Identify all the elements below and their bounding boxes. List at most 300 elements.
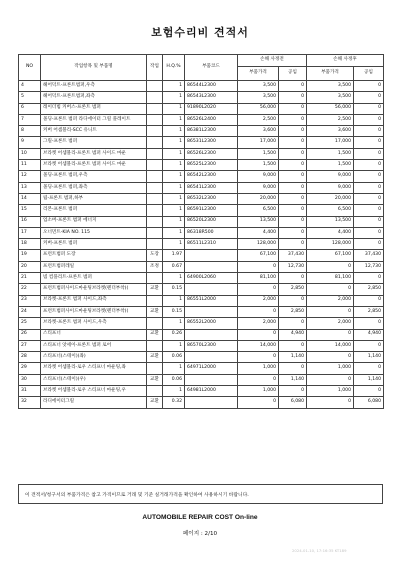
- row-after-parts: 2,500: [307, 114, 354, 125]
- row-after-labor: 0: [354, 81, 384, 92]
- row-after-parts: 128,000: [307, 239, 354, 250]
- row-no: 22: [19, 284, 41, 295]
- estimate-rows: [19, 81, 384, 409]
- row-after-parts: 1,000: [307, 363, 354, 374]
- table-row: [19, 171, 384, 182]
- row-item: 립-프론트 범퍼,하부: [41, 193, 147, 204]
- row-code: [185, 329, 238, 340]
- row-work: 교환: [147, 306, 163, 317]
- row-after-labor: 0: [354, 386, 384, 397]
- row-code: 86520L2300: [185, 216, 238, 227]
- row-after-labor: 0: [354, 239, 384, 250]
- row-code: [185, 250, 238, 261]
- row-code: 86318R500: [185, 227, 238, 238]
- header-no: NO: [19, 55, 41, 81]
- print-timestamp: 2024-01-10, 17:16:35 KT189: [292, 548, 347, 553]
- row-no: 11: [19, 160, 41, 171]
- row-no: 31: [19, 386, 41, 397]
- row-after-parts: 3,500: [307, 81, 354, 92]
- table-row: [19, 114, 384, 125]
- row-before-parts: 2,500: [238, 114, 279, 125]
- row-before-labor: 0: [279, 148, 307, 159]
- row-hq: 0.06: [163, 352, 185, 363]
- row-before-parts: 9,000: [238, 182, 279, 193]
- row-before-parts: 67,100: [238, 250, 279, 261]
- row-item: 브라켓 어셈블리-로우 스티프너 마운팅,우: [41, 386, 147, 397]
- row-before-labor: 2,850: [279, 306, 307, 317]
- row-after-parts: 0: [307, 284, 354, 295]
- row-after-parts: 1,500: [307, 160, 354, 171]
- row-after-labor: 0: [354, 92, 384, 103]
- row-no: 7: [19, 114, 41, 125]
- row-code: 86525L2300: [185, 160, 238, 171]
- row-before-labor: 0: [279, 92, 307, 103]
- row-after-labor: 0: [354, 103, 384, 114]
- row-work: [147, 148, 163, 159]
- row-code: 86531L2300: [185, 137, 238, 148]
- row-after-parts: 67,100: [307, 250, 354, 261]
- row-item: 몰딩-프론트 범퍼,좌측: [41, 182, 147, 193]
- row-after-labor: 0: [354, 318, 384, 329]
- row-before-labor: 0: [279, 386, 307, 397]
- row-hq: 1: [163, 171, 185, 182]
- row-after-labor: 0: [354, 160, 384, 171]
- row-item: 몰딩-프론트 범퍼,우측: [41, 171, 147, 182]
- row-after-labor: 0: [354, 126, 384, 137]
- row-code: [185, 374, 238, 385]
- row-hq: 1: [163, 103, 185, 114]
- row-item: 브라켓 어셈블리-로우 스티프너 마운팅,좌: [41, 363, 147, 374]
- row-no: 18: [19, 239, 41, 250]
- row-after-labor: 2,850: [354, 284, 384, 295]
- row-item: 빔 컴플리트-프론트 범퍼: [41, 273, 147, 284]
- estimate-table: [18, 54, 384, 409]
- row-before-parts: 17,000: [238, 137, 279, 148]
- row-after-labor: 0: [354, 363, 384, 374]
- row-work: [147, 340, 163, 351]
- row-before-labor: 0: [279, 137, 307, 148]
- table-row: [19, 329, 384, 340]
- row-before-labor: 1,140: [279, 374, 307, 385]
- row-before-labor: 0: [279, 340, 307, 351]
- footer-brand: AUTOMOBILE REPAIR COST On-line: [142, 514, 258, 521]
- header-after-labor: 공임: [354, 67, 384, 81]
- row-code: 86526L2300: [185, 148, 238, 159]
- row-after-parts: 2,000: [307, 318, 354, 329]
- table-row: [19, 103, 384, 114]
- row-hq: 1: [163, 160, 185, 171]
- row-item: 커버-프론트 범퍼: [41, 239, 147, 250]
- row-after-labor: 0: [354, 295, 384, 306]
- row-work: [147, 160, 163, 171]
- table-row: [19, 81, 384, 92]
- table-row: [19, 374, 384, 385]
- row-before-labor: 0: [279, 318, 307, 329]
- table-row: [19, 239, 384, 250]
- row-after-labor: 12,730: [354, 261, 384, 272]
- row-after-parts: 2,000: [307, 295, 354, 306]
- row-work: [147, 216, 163, 227]
- row-before-parts: 3,600: [238, 126, 279, 137]
- row-hq: 1: [163, 81, 185, 92]
- row-before-labor: 0: [279, 295, 307, 306]
- row-item: 브라켓-프론트 범퍼 사이드,우측: [41, 318, 147, 329]
- row-after-labor: 1,140: [354, 374, 384, 385]
- row-no: 15: [19, 205, 41, 216]
- row-hq: 1: [163, 340, 185, 351]
- header-code: 부품코드: [185, 55, 238, 81]
- row-after-labor: 6,080: [354, 397, 384, 408]
- row-item: 프런트범퍼사이드마운팅브라켓(펜더부착)(: [41, 306, 147, 317]
- row-before-parts: 56,000: [238, 103, 279, 114]
- row-before-parts: 1,000: [238, 386, 279, 397]
- row-hq: 0.32: [163, 397, 185, 408]
- row-after-parts: 56,000: [307, 103, 354, 114]
- row-before-parts: 81,100: [238, 273, 279, 284]
- table-row: [19, 284, 384, 295]
- row-before-parts: 2,000: [238, 318, 279, 329]
- row-no: 12: [19, 171, 41, 182]
- table-row: [19, 160, 384, 171]
- row-code: 86526L2400: [185, 114, 238, 125]
- row-before-parts: 20,000: [238, 193, 279, 204]
- row-no: 28: [19, 352, 41, 363]
- row-item: 헤어덕트-프론트범퍼,우측: [41, 81, 147, 92]
- row-code: 86511L2310: [185, 239, 238, 250]
- row-work: 조정: [147, 261, 163, 272]
- row-item: 리본-프론트 범퍼: [41, 205, 147, 216]
- row-work: 교환: [147, 284, 163, 295]
- header-after-parts-price: 부품가격: [307, 67, 354, 81]
- table-row: [19, 92, 384, 103]
- row-no: 30: [19, 374, 41, 385]
- table-row: [19, 386, 384, 397]
- table-row: [19, 193, 384, 204]
- row-before-labor: 0: [279, 216, 307, 227]
- row-after-labor: 0: [354, 205, 384, 216]
- row-before-parts: 13,500: [238, 216, 279, 227]
- row-after-labor: 0: [354, 114, 384, 125]
- row-no: 17: [19, 227, 41, 238]
- row-hq: 1: [163, 273, 185, 284]
- row-code: 64900L2060: [185, 273, 238, 284]
- table-row: [19, 397, 384, 408]
- table-row: [19, 148, 384, 159]
- row-before-labor: 0: [279, 103, 307, 114]
- row-hq: 1: [163, 205, 185, 216]
- row-item: 그릴-프론트 범퍼: [41, 137, 147, 148]
- table-row: [19, 306, 384, 317]
- row-no: 6: [19, 103, 41, 114]
- row-after-labor: 1,140: [354, 352, 384, 363]
- row-item: 스티프너(스테이)(우): [41, 374, 147, 385]
- row-no: 24: [19, 306, 41, 317]
- row-item: 프런트범퍼사이드마운팅브라켓(펜더부착)(: [41, 284, 147, 295]
- row-code: 86551L2000: [185, 295, 238, 306]
- row-after-labor: 0: [354, 137, 384, 148]
- row-after-parts: 0: [307, 374, 354, 385]
- row-after-labor: 4,940: [354, 329, 384, 340]
- row-before-parts: 2,000: [238, 295, 279, 306]
- row-hq: 1: [163, 92, 185, 103]
- row-before-parts: 0: [238, 284, 279, 295]
- table-row: [19, 273, 384, 284]
- row-before-parts: 1,500: [238, 160, 279, 171]
- row-no: 10: [19, 148, 41, 159]
- row-no: 19: [19, 250, 41, 261]
- row-work: [147, 137, 163, 148]
- row-code: 86381L2300: [185, 126, 238, 137]
- row-code: 86544L2300: [185, 81, 238, 92]
- row-no: 27: [19, 340, 41, 351]
- row-after-labor: 0: [354, 273, 384, 284]
- row-before-labor: 0: [279, 273, 307, 284]
- row-code: 64971L2000: [185, 363, 238, 374]
- row-before-parts: 1,500: [238, 148, 279, 159]
- table-row: [19, 137, 384, 148]
- table-row: [19, 227, 384, 238]
- header-before-labor: 공임: [279, 67, 307, 81]
- row-after-labor: 0: [354, 171, 384, 182]
- table-row: [19, 352, 384, 363]
- table-row: [19, 216, 384, 227]
- row-no: 26: [19, 329, 41, 340]
- table-row: [19, 126, 384, 137]
- row-before-parts: 3,500: [238, 81, 279, 92]
- row-after-parts: 9,000: [307, 171, 354, 182]
- row-no: 5: [19, 92, 41, 103]
- row-after-parts: 0: [307, 329, 354, 340]
- row-hq: 1: [163, 295, 185, 306]
- row-no: 21: [19, 273, 41, 284]
- row-after-labor: 0: [354, 193, 384, 204]
- row-item: 헤어덕트-프론트범퍼,좌측: [41, 92, 147, 103]
- row-hq: 1: [163, 239, 185, 250]
- row-item: 오너먼트-KIA NO. 115: [41, 227, 147, 238]
- header-before: 손해 사정전: [238, 55, 307, 67]
- row-work: [147, 318, 163, 329]
- row-code: 86570L2300: [185, 340, 238, 351]
- table-row: [19, 250, 384, 261]
- row-code: [185, 284, 238, 295]
- row-before-parts: 0: [238, 397, 279, 408]
- row-code: [185, 306, 238, 317]
- header-after: 손해 사정후: [307, 55, 384, 67]
- row-after-parts: 0: [307, 352, 354, 363]
- row-before-labor: 0: [279, 227, 307, 238]
- row-before-parts: 3,500: [238, 92, 279, 103]
- row-before-labor: 0: [279, 171, 307, 182]
- row-before-labor: 37,430: [279, 250, 307, 261]
- row-before-parts: 6,500: [238, 205, 279, 216]
- row-after-parts: 17,000: [307, 137, 354, 148]
- row-hq: 1: [163, 126, 185, 137]
- row-item: 스티프너 앗세이-프론트 범퍼 로어: [41, 340, 147, 351]
- row-work: [147, 126, 163, 137]
- row-before-labor: 0: [279, 205, 307, 216]
- row-hq: 1: [163, 318, 185, 329]
- row-item: 업소버-프론트 범퍼 에너지: [41, 216, 147, 227]
- header-work: 작업: [147, 55, 163, 81]
- row-work: 교환: [147, 397, 163, 408]
- row-after-labor: 0: [354, 182, 384, 193]
- row-hq: 0.06: [163, 374, 185, 385]
- row-before-parts: 14,000: [238, 340, 279, 351]
- row-item: 프런트범퍼레일: [41, 261, 147, 272]
- row-no: 25: [19, 318, 41, 329]
- row-item: 브라켓 어셈블리-프론트 범퍼 사이드 마운: [41, 160, 147, 171]
- row-hq: 0.15: [163, 284, 185, 295]
- row-work: [147, 386, 163, 397]
- row-hq: 1: [163, 114, 185, 125]
- row-before-labor: 0: [279, 160, 307, 171]
- row-after-labor: 37,430: [354, 250, 384, 261]
- row-work: 교환: [147, 329, 163, 340]
- row-after-labor: 0: [354, 227, 384, 238]
- row-before-parts: 0: [238, 261, 279, 272]
- row-work: [147, 273, 163, 284]
- row-item: 스티프너: [41, 329, 147, 340]
- header-hq: H.Q.%: [163, 55, 185, 81]
- row-no: 13: [19, 182, 41, 193]
- row-work: [147, 363, 163, 374]
- row-after-parts: 13,500: [307, 216, 354, 227]
- row-work: [147, 182, 163, 193]
- row-after-parts: 0: [307, 261, 354, 272]
- header-item: 작업항목 및 부품명: [41, 55, 147, 81]
- row-work: 도장: [147, 250, 163, 261]
- row-code: 86541L2300: [185, 182, 238, 193]
- row-item: 브라켓-프론트 범퍼 사이드,좌측: [41, 295, 147, 306]
- row-code: 86591L2300: [185, 205, 238, 216]
- row-after-labor: 2,850: [354, 306, 384, 317]
- row-after-labor: 0: [354, 148, 384, 159]
- row-before-parts: 0: [238, 306, 279, 317]
- row-no: 32: [19, 397, 41, 408]
- row-no: 14: [19, 193, 41, 204]
- row-no: 8: [19, 126, 41, 137]
- row-work: [147, 205, 163, 216]
- row-work: [147, 103, 163, 114]
- row-work: 교환: [147, 374, 163, 385]
- row-item: 프런트범퍼 도장: [41, 250, 147, 261]
- row-after-parts: 4,400: [307, 227, 354, 238]
- price-notice: 이 견적서/청구서의 부품가격은 참고 가격이므로 거래 및 기준 실거래가격을 확인하여 사용하시기 바랍니다.: [18, 484, 383, 504]
- row-no: 4: [19, 81, 41, 92]
- row-hq: 0.15: [163, 306, 185, 317]
- row-code: [185, 352, 238, 363]
- row-hq: 1: [163, 182, 185, 193]
- row-before-parts: 0: [238, 374, 279, 385]
- page-number: 페이지 : 2/10: [182, 531, 218, 537]
- row-before-labor: 0: [279, 193, 307, 204]
- row-hq: 1: [163, 193, 185, 204]
- row-hq: 1: [163, 363, 185, 374]
- row-before-labor: 0: [279, 81, 307, 92]
- row-before-labor: 4,940: [279, 329, 307, 340]
- row-before-parts: 1,000: [238, 363, 279, 374]
- row-hq: 1: [163, 137, 185, 148]
- document-title: 보험수리비 견적서: [151, 26, 249, 39]
- row-before-labor: 0: [279, 182, 307, 193]
- row-after-parts: 9,000: [307, 182, 354, 193]
- row-before-labor: 2,850: [279, 284, 307, 295]
- row-work: [147, 92, 163, 103]
- row-before-parts: 0: [238, 352, 279, 363]
- row-hq: 1: [163, 227, 185, 238]
- row-after-parts: 14,000: [307, 340, 354, 351]
- row-item: 커버 어셈블리-SCC 유니트: [41, 126, 147, 137]
- row-hq: 1: [163, 386, 185, 397]
- table-row: [19, 261, 384, 272]
- row-no: 16: [19, 216, 41, 227]
- row-code: 86532L2300: [185, 193, 238, 204]
- row-after-parts: 81,100: [307, 273, 354, 284]
- row-after-parts: 0: [307, 397, 354, 408]
- table-row: [19, 295, 384, 306]
- row-work: [147, 193, 163, 204]
- row-code: [185, 397, 238, 408]
- row-work: [147, 114, 163, 125]
- row-before-labor: 0: [279, 239, 307, 250]
- row-after-parts: 20,000: [307, 193, 354, 204]
- row-before-labor: 0: [279, 363, 307, 374]
- table-row: [19, 363, 384, 374]
- row-hq: 1.97: [163, 250, 185, 261]
- row-after-labor: 0: [354, 216, 384, 227]
- row-work: [147, 81, 163, 92]
- row-after-parts: 3,500: [307, 92, 354, 103]
- row-code: 91890L2020: [185, 103, 238, 114]
- table-row: [19, 205, 384, 216]
- header-before-parts-price: 부품가격: [238, 67, 279, 81]
- row-hq: 1: [163, 216, 185, 227]
- row-item: 몰딩-프론트 범퍼 라디에이터 그릴 플레이트: [41, 114, 147, 125]
- row-no: 9: [19, 137, 41, 148]
- row-hq: 0.26: [163, 329, 185, 340]
- row-work: [147, 227, 163, 238]
- row-before-parts: 128,000: [238, 239, 279, 250]
- table-row: [19, 340, 384, 351]
- row-work: 교환: [147, 352, 163, 363]
- row-before-labor: 0: [279, 114, 307, 125]
- row-before-parts: 9,000: [238, 171, 279, 182]
- row-code: 64981L2000: [185, 386, 238, 397]
- row-code: 86552L2000: [185, 318, 238, 329]
- row-before-parts: 0: [238, 329, 279, 340]
- row-work: [147, 295, 163, 306]
- row-before-labor: 1,140: [279, 352, 307, 363]
- row-item: 레이더빔 커버스-프론트 범퍼: [41, 103, 147, 114]
- row-work: [147, 171, 163, 182]
- row-after-parts: 0: [307, 306, 354, 317]
- row-before-labor: 12,730: [279, 261, 307, 272]
- row-no: 23: [19, 295, 41, 306]
- row-hq: 1: [163, 148, 185, 159]
- row-code: [185, 261, 238, 272]
- row-before-labor: 6,080: [279, 397, 307, 408]
- row-no: 29: [19, 363, 41, 374]
- row-code: 86542L2300: [185, 171, 238, 182]
- row-no: 20: [19, 261, 41, 272]
- row-before-parts: 4,400: [238, 227, 279, 238]
- row-after-parts: 3,600: [307, 126, 354, 137]
- row-after-parts: 6,500: [307, 205, 354, 216]
- row-after-parts: 1,500: [307, 148, 354, 159]
- row-after-parts: 1,000: [307, 386, 354, 397]
- row-item: 스티프너(스테이)(좌): [41, 352, 147, 363]
- row-item: 라디에이터그릴: [41, 397, 147, 408]
